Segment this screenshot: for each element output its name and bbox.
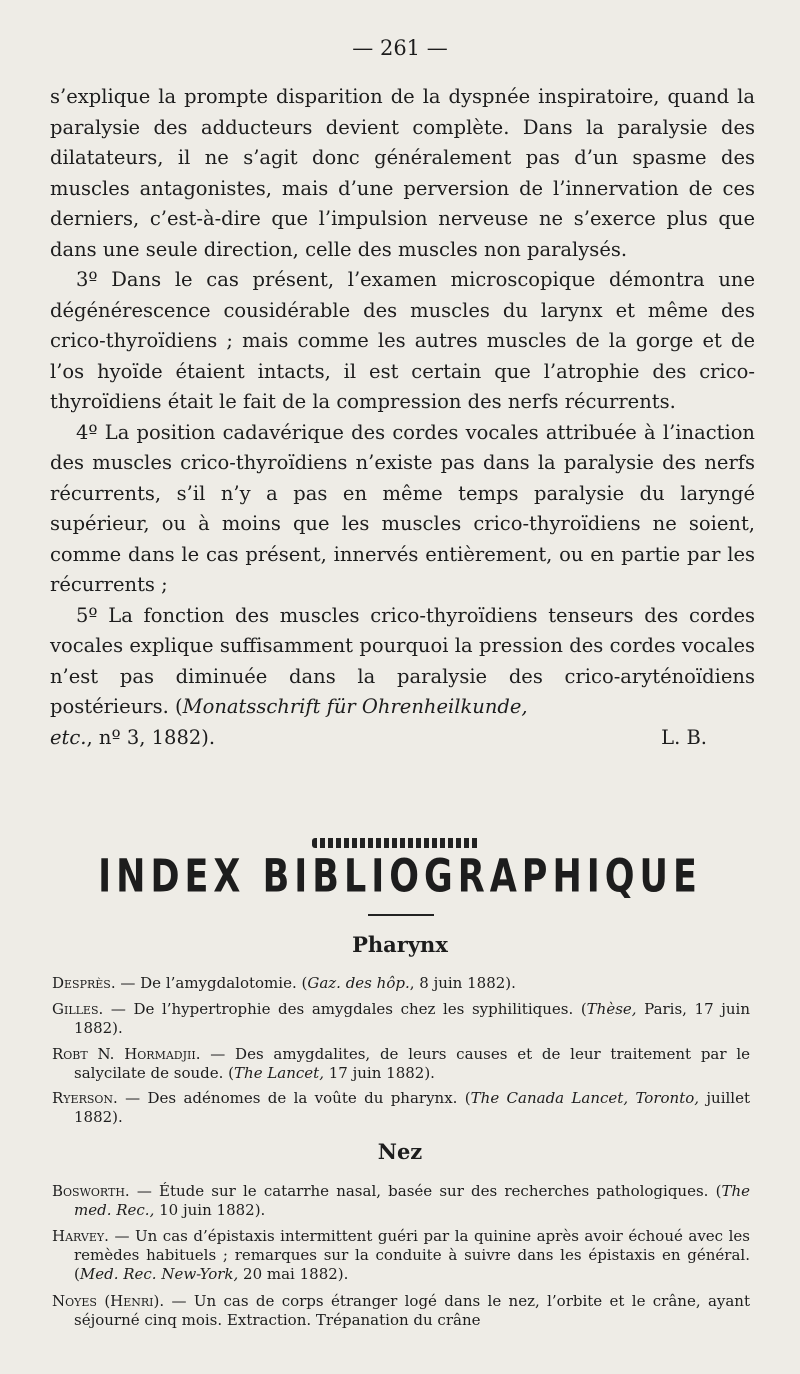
- paragraph: 3º Dans le cas présent, l’examen microscopique démontra une dégénérescence cousidérable des muscles du larynx et même des crico-thyroïdiens ; mais comme les autres muscles de la gorge et de l’os hyoïde étaient intacts, il est certain que l’atrophie des crico-thyroïdiens était le fait de la compression des nerfs récurrents.: [50, 268, 755, 413]
- entry-source: Gaz. des hôp.: [307, 974, 410, 992]
- index-title: INDEX BIBLIOGRAPHIQUE: [98, 851, 702, 903]
- entry-source: The med. Rec.,: [74, 1182, 750, 1219]
- bib-entry: [52, 1292, 750, 1330]
- entry-tail: Paris, 17 juin 1882).: [74, 1000, 750, 1037]
- entry-text: — De l’amygdalotomie. (: [115, 974, 308, 992]
- citation-tail: [50, 723, 215, 754]
- bib-entry: [52, 1045, 750, 1083]
- section-title-nez: Nez: [377, 1139, 423, 1164]
- citation-line: [50, 723, 755, 754]
- bib-entry: [52, 1000, 750, 1038]
- paragraph-text: 5º La fonction des muscles crico-thyroïdiens tenseurs des cordes vocales explique suffisamment pourquoi la pression des cordes vocales n’est pas diminuée dans la paralysie des crico-aryténoïdiens postérieurs. (: [50, 603, 755, 718]
- title-rule: [368, 914, 434, 916]
- bib-entry: [52, 1227, 750, 1284]
- entry-author: Robt N. Hormadjii.: [52, 1045, 201, 1063]
- paragraph: s’explique la prompte disparition de la dyspnée inspiratoire, quand la paralysie des adducteurs devient complète. Dans la paralysie des dilatateurs, il ne s’agit donc généralement pas d’un spasme des muscles antagonistes, mais d’une perversion de l’innervation de ces derniers, c’est-à-dire que l’impulsion nerveuse ne s’exerce plus que dans une seule direction, celle des muscles non paralysés.: [50, 85, 755, 261]
- citation-issue: , nº 3, 1882).: [86, 725, 216, 749]
- entry-author: Desprès.: [52, 974, 116, 992]
- ornament-divider: [312, 838, 480, 848]
- entry-author: Ryerson.: [52, 1089, 118, 1107]
- signature: L. B.: [661, 725, 707, 749]
- source-title: Monatsschrift für Ohrenheilkunde,: [182, 695, 528, 718]
- entry-author: Bosworth.: [52, 1182, 130, 1200]
- entry-text: — Un cas de corps étranger logé dans le nez, l’orbite et le crâne, ayant séjourné cinq mois. Extraction. Trépanation du crâne: [74, 1292, 750, 1329]
- entry-source: The Lancet,: [234, 1064, 324, 1082]
- entry-author: Harvey.: [52, 1227, 109, 1245]
- paragraph: 4º La position cadavérique des cordes vocales attribuée à l’inaction des muscles crico-thyroïdiens n’existe pas dans la paralysie des nerfs récurrents, s’il n’y a pas en même temps paralysie du laryngé supérieur, ou à moins que les muscles crico-thyroïdiens ne soient, comme dans le cas présent, innervés entièrement, ou en partie par les récurrents ;: [50, 420, 755, 596]
- entry-text: — Un cas d’épistaxis intermittent guéri par la quinine après avoir échoué avec les remèdes habituels ; remarques sur la conduite à suivre dans les épistaxis en général. (: [74, 1227, 750, 1283]
- entry-tail: juillet 1882).: [74, 1089, 750, 1126]
- entry-author: Noyes (Henri).: [52, 1292, 165, 1310]
- article-body: [50, 82, 755, 753]
- entry-text: — Des adénomes de la voûte du pharynx. (: [117, 1089, 471, 1107]
- entry-source: The Canada Lancet, Toronto,: [470, 1089, 700, 1107]
- entry-source: Med. Rec. New-York,: [79, 1265, 239, 1283]
- bib-entry: [52, 1089, 750, 1127]
- entry-text: — De l’hypertrophie des amygdales chez les syphilitiques. (: [103, 1000, 587, 1018]
- entry-tail: , 8 juin 1882).: [409, 974, 516, 992]
- etc: etc.: [50, 725, 87, 749]
- paragraph: [50, 601, 755, 723]
- entry-tail: 20 mai 1882).: [238, 1265, 349, 1283]
- entry-text: — Des amygdalites, de leurs causes et de leur traitement par le salycilate de soude. (: [74, 1045, 750, 1082]
- entry-text: — Étude sur le catarrhe nasal, basée sur des recherches pathologiques. (: [129, 1182, 722, 1200]
- entry-source: Thèse,: [586, 1000, 637, 1018]
- bib-entry: [52, 974, 750, 993]
- page-number: — 261 —: [352, 36, 448, 60]
- section-title-pharynx: Pharynx: [352, 932, 448, 957]
- bib-entry: [52, 1182, 750, 1220]
- entry-tail: 17 juin 1882).: [323, 1064, 435, 1082]
- entry-tail: 10 juin 1882).: [154, 1201, 266, 1219]
- entry-author: Gilles.: [52, 1000, 104, 1018]
